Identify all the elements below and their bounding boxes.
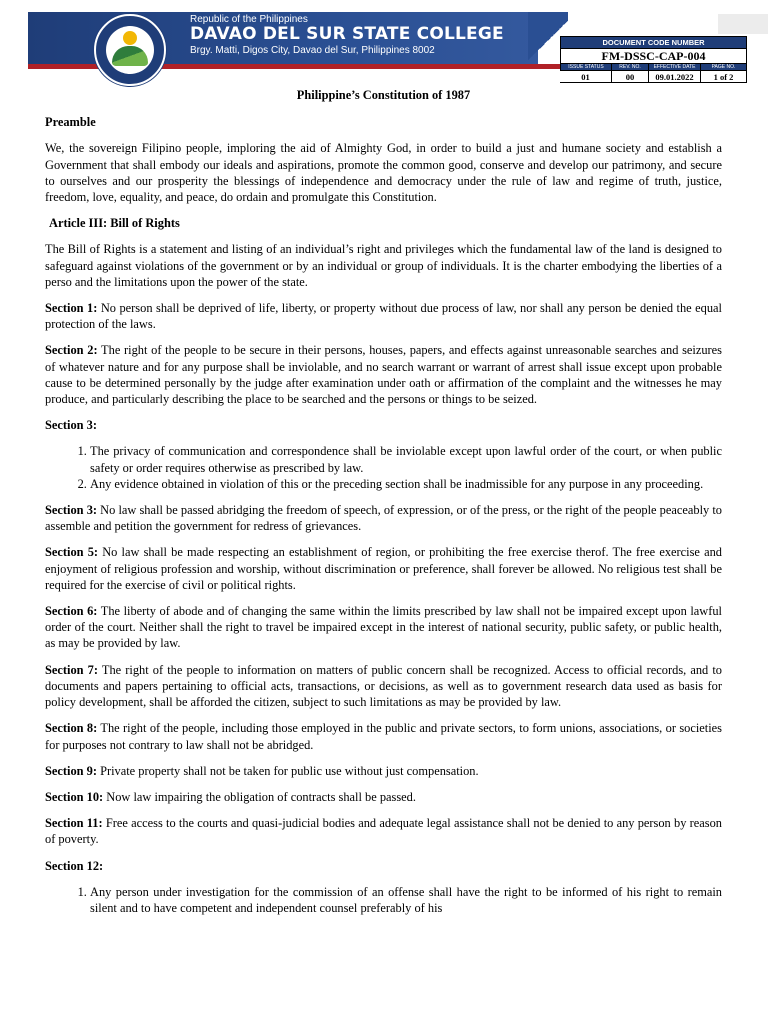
- section-1: [45, 300, 722, 332]
- college-address: Brgy. Matti, Digos City, Davao del Sur, Philippines 8002: [190, 45, 435, 56]
- list-item: 2. Any evidence obtained in violation of this or the preceding section shall be inadmissible for any purpose in any proceeding.: [90, 476, 722, 492]
- section-8: [45, 720, 722, 752]
- section-2: [45, 342, 722, 407]
- rev-no-value: 00: [612, 71, 649, 83]
- preamble-text: We, the sovereign Filipino people, imploring the aid of Almighty God, in order to build a just and humane society and establish a Government that shall embody our ideals and aspirations, promote the common good, conserve and develop our patrimony, and secure to ourselves and our prosperity the blessings of independence and democracy under the rule of law and regime of truth, justice, freedom, love, equality, and peace, do ordain and promulgate this Constitution.: [45, 141, 722, 205]
- section-9: [45, 763, 722, 779]
- section-text: No law shall be made respecting an establishment of region, or prohibiting the free exercise therof. The free exercise and enjoyment of religious profession and worship, without discrimination or preference, shall forever be allowed. No religious test shall be required for the exercise of civil or political rights.: [45, 545, 722, 592]
- document-code-grid: [560, 64, 747, 83]
- effective-date-value: 09.01.2022: [649, 71, 701, 83]
- section-text: The right of the people to be secure in their persons, houses, papers, and effects against unreasonable searches and seizures of whatever nature and for any purpose shall be inviolable, and no search warrant or warrant of arrest shall issue except upon probable cause to be determined personally by the judge after examination under oath or affirmation of the complaint and the witnesses he may produce, and particularly describing the place to be searched and the persons or things to be seized.: [45, 343, 722, 407]
- document-body: [45, 87, 722, 926]
- list-item: 1. The privacy of communication and correspondence shall be inviolable except upon lawful order of the court, or when public safety or order requires otherwise as prescribed by law.: [90, 443, 722, 475]
- seal-mountain-icon: [112, 46, 148, 66]
- section-text: No law shall be passed abridging the freedom of speech, of expression, or of the press, or the right of the people peaceably to assemble and petition the government for redress of grievances.: [45, 503, 722, 534]
- seal-emblem: [106, 26, 154, 74]
- article-heading: Article III: Bill of Rights: [49, 216, 180, 231]
- section-label: Section 3:: [45, 503, 98, 518]
- section-label: Section 1:: [45, 301, 98, 316]
- document-header: [28, 12, 768, 82]
- article-intro: The Bill of Rights is a statement and listing of an individual’s right and privileges which the fundamental law of the land is designed to safeguard against violations of the government or by an individual or group of individuals. It is the charter embodying the liberties of a perso and the limitations upon the power of the state.: [45, 242, 722, 289]
- issue-status-value: 01: [560, 71, 612, 83]
- section-text: The right of the people, including those employed in the public and private sectors, to form unions, associations, or societies for purposes not contrary to law shall not be abridged.: [45, 721, 722, 752]
- section-text: The liberty of abode and of changing the same within the limits prescribed by law shall not be impaired except upon lawful order of the court. Neither shall the right to travel be impaired except in the interest of national security, public safety, or public health, as may be provided by law.: [45, 604, 722, 651]
- section-7: [45, 662, 722, 711]
- section-3-list: [45, 443, 722, 492]
- section-10: [45, 789, 722, 805]
- section-text: Now law impairing the obligation of contracts shall be passed.: [103, 789, 416, 804]
- section-label: Section 6:: [45, 604, 98, 619]
- list-item: 1. Any person under investigation for the commission of an offense shall have the right to be informed of his right to remain silent and to have competent and independent counsel preferably of his: [90, 884, 722, 916]
- section-text: The right of the people to information on matters of public concern shall be recognized. Access to official records, and to documents and papers pertaining to official acts, transactions, or decisions, as well as to government research data used as basis for policy development, shall be afforded the citizen, subject to such limitations as may be provided by law.: [45, 662, 722, 710]
- section-5: [45, 544, 722, 593]
- page-no-header: PAGE NO.: [701, 64, 747, 71]
- section-text: Private property shall not be taken for public use without just compensation.: [96, 763, 479, 778]
- page-no-value: 1 of 2: [701, 71, 747, 83]
- section-text: No person shall be deprived of life, liberty, or property without due process of law, nor shall any person be denied the equal protection of the laws.: [45, 301, 722, 332]
- college-name: DAVAO DEL SUR STATE COLLEGE: [190, 24, 504, 44]
- section-label: Section 5:: [45, 545, 99, 560]
- section-label: Section 10:: [45, 789, 104, 804]
- document-code-box: [560, 36, 747, 83]
- section-3-speech: [45, 502, 722, 534]
- document-code-number: FM-DSSC-CAP-004: [560, 49, 747, 64]
- issue-status-header: ISSUE STATUS: [560, 64, 612, 71]
- college-seal-logo: [94, 14, 166, 86]
- section-label: Section 9:: [45, 763, 97, 778]
- section-6: [45, 603, 722, 652]
- section-12-heading: Section 12:: [45, 858, 104, 873]
- college-identity: [190, 14, 504, 57]
- section-label: Section 8:: [45, 721, 98, 736]
- section-text: Free access to the courts and quasi-judicial bodies and adequate legal assistance shall not be denied to any person by reason of poverty.: [45, 816, 722, 847]
- section-3-heading: Section 3:: [45, 418, 97, 433]
- effective-date-header: EFFECTIVE DATE: [649, 64, 701, 71]
- section-12-list: [45, 884, 722, 916]
- header-gray-band: [718, 14, 768, 34]
- section-label: Section 11:: [45, 816, 103, 831]
- document-code-title: DOCUMENT CODE NUMBER: [560, 36, 747, 49]
- section-label: Section 2:: [45, 343, 98, 358]
- section-label: Section 7:: [45, 662, 98, 677]
- seal-sun-icon: [123, 31, 137, 45]
- document-title: Philippine’s Constitution of 1987: [296, 88, 471, 102]
- preamble-heading: Preamble: [45, 115, 96, 130]
- republic-label: Republic of the Philippines: [190, 14, 308, 25]
- rev-no-header: REV. NO.: [612, 64, 649, 71]
- section-11: [45, 815, 722, 847]
